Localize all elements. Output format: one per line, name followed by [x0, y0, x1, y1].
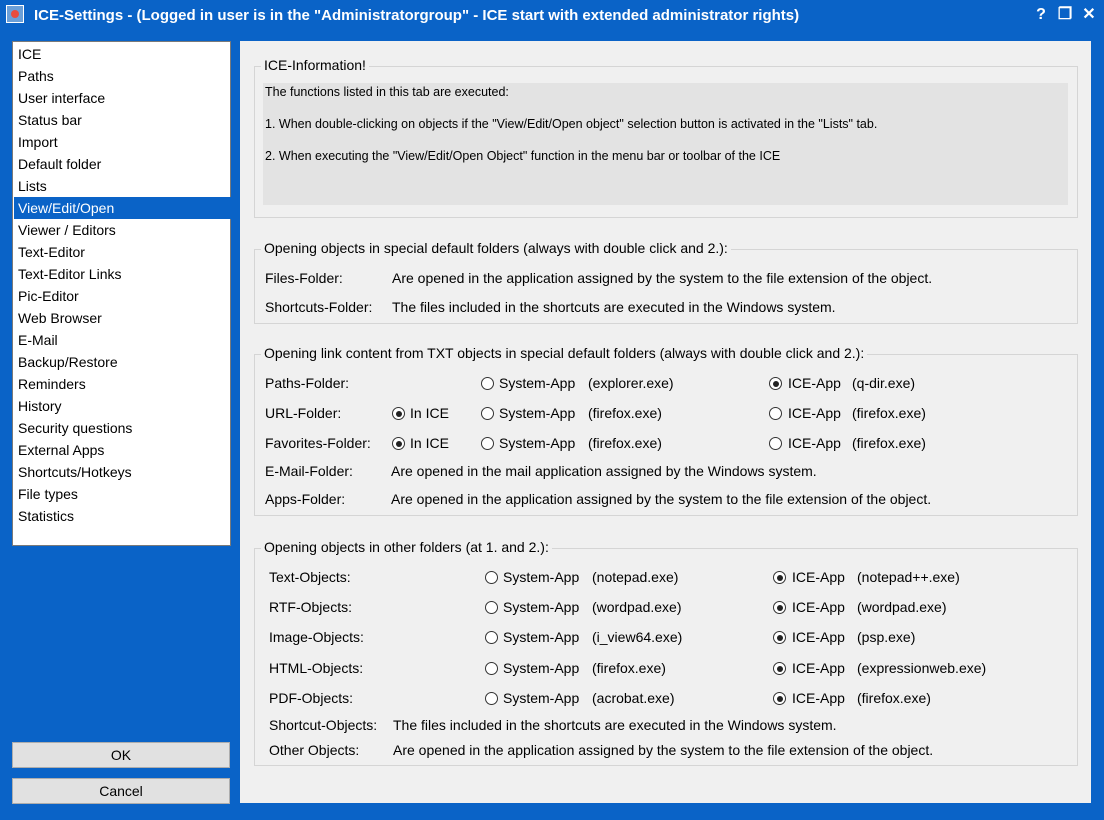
folder-description: The files included in the shortcuts are executed in the Windows system.: [392, 299, 836, 315]
system-app-radio[interactable]: [481, 377, 494, 390]
system-app-radio[interactable]: [481, 407, 494, 420]
folder-label: Apps-Folder:: [265, 491, 346, 507]
in-ice-label: In ICE: [410, 435, 449, 451]
system-app-label: System-App: [499, 435, 576, 451]
ice-app-radio[interactable]: [773, 601, 786, 614]
settings-category-list[interactable]: [12, 41, 231, 546]
link-content-title: Opening link content from TXT objects in special default folders (always with double click and 2.):: [261, 345, 867, 361]
ice-app-label: ICE-App: [792, 660, 845, 676]
system-app-radio[interactable]: [485, 662, 498, 675]
ice-app-label: ICE-App: [792, 599, 845, 615]
close-button[interactable]: ✕: [1082, 6, 1096, 23]
sidebar-item[interactable]: ICE: [18, 46, 42, 62]
ice-app-radio[interactable]: [773, 631, 786, 644]
info-line-1: The functions listed in this tab are executed:: [265, 85, 509, 99]
sidebar-item[interactable]: Default folder: [18, 156, 102, 172]
sidebar-item[interactable]: Reminders: [18, 376, 86, 392]
object-type-label: Text-Objects:: [269, 569, 351, 585]
sidebar-item[interactable]: Shortcuts/Hotkeys: [18, 464, 132, 480]
ok-button[interactable]: OK: [12, 742, 230, 768]
ice-app-exe: (expressionweb.exe): [857, 660, 987, 676]
sidebar-item[interactable]: Text-Editor: [18, 244, 85, 260]
system-app-radio[interactable]: [485, 571, 498, 584]
ice-app-radio[interactable]: [769, 407, 782, 420]
ice-app-label: ICE-App: [788, 375, 841, 391]
title-bar: [0, 0, 1104, 31]
ice-app-radio[interactable]: [773, 692, 786, 705]
sidebar-item[interactable]: File types: [18, 486, 78, 502]
ice-app-radio[interactable]: [769, 377, 782, 390]
folder-description: Are opened in the mail application assigned by the Windows system.: [391, 463, 817, 479]
system-app-exe: (firefox.exe): [588, 435, 662, 451]
folder-label: Paths-Folder:: [265, 375, 350, 391]
help-button[interactable]: ?: [1036, 6, 1046, 23]
ice-app-exe: (psp.exe): [857, 629, 916, 645]
sidebar-item[interactable]: Web Browser: [18, 310, 102, 326]
folder-description: Are opened in the application assigned by the system to the file extension of the object.: [392, 270, 933, 286]
system-app-exe: (acrobat.exe): [592, 690, 675, 706]
system-app-label: System-App: [503, 660, 580, 676]
object-type-label: HTML-Objects:: [269, 660, 364, 676]
system-app-label: System-App: [503, 569, 580, 585]
in-ice-radio[interactable]: [392, 407, 405, 420]
in-ice-label: In ICE: [410, 405, 449, 421]
app-icon: [6, 5, 24, 23]
special-default-group: [254, 240, 1078, 324]
sidebar-item[interactable]: E-Mail: [18, 332, 58, 348]
window-title: ICE-Settings - (Logged in user is in the "Administratorgroup" - ICE start with extended administrator rights): [34, 7, 800, 24]
sidebar-item[interactable]: Lists: [18, 178, 47, 194]
system-app-exe: (firefox.exe): [592, 660, 666, 676]
ice-app-exe: (wordpad.exe): [857, 599, 947, 615]
info-group: [254, 57, 1078, 218]
system-app-exe: (i_view64.exe): [592, 629, 683, 645]
ice-app-label: ICE-App: [792, 629, 845, 645]
info-line-2: 1. When double-clicking on objects if the "View/Edit/Open object" selection button is activated in the "Lists" tab.: [265, 117, 878, 131]
folder-label: Shortcuts-Folder:: [265, 299, 373, 315]
other-folders-title: Opening objects in other folders (at 1. and 2.):: [261, 539, 552, 555]
system-app-label: System-App: [499, 405, 576, 421]
object-type-label: RTF-Objects:: [269, 599, 352, 615]
restore-button[interactable]: ❐: [1057, 6, 1073, 23]
sidebar-item[interactable]: Security questions: [18, 420, 133, 436]
system-app-label: System-App: [503, 629, 580, 645]
folder-label: Favorites-Folder:: [265, 435, 371, 451]
sidebar-item[interactable]: Viewer / Editors: [18, 222, 116, 238]
sidebar-item[interactable]: External Apps: [18, 442, 105, 458]
other-folders-group: [254, 539, 1078, 766]
special-default-title: Opening objects in special default folders (always with double click and 2.):: [261, 240, 731, 256]
info-box: [263, 83, 1068, 205]
system-app-label: System-App: [499, 375, 576, 391]
object-description: The files included in the shortcuts are executed in the Windows system.: [393, 717, 837, 733]
ice-app-exe: (firefox.exe): [852, 405, 926, 421]
sidebar-item[interactable]: View/Edit/Open: [14, 197, 231, 219]
ice-app-label: ICE-App: [792, 569, 845, 585]
folder-label: URL-Folder:: [265, 405, 342, 421]
object-type-label: Image-Objects:: [269, 629, 364, 645]
ice-app-label: ICE-App: [788, 435, 841, 451]
system-app-radio[interactable]: [485, 692, 498, 705]
system-app-label: System-App: [503, 690, 580, 706]
sidebar-item[interactable]: Backup/Restore: [18, 354, 118, 370]
ice-app-radio[interactable]: [773, 571, 786, 584]
sidebar-item[interactable]: Import: [18, 134, 58, 150]
system-app-exe: (firefox.exe): [588, 405, 662, 421]
ice-app-radio[interactable]: [773, 662, 786, 675]
folder-label: Files-Folder:: [265, 270, 343, 286]
system-app-exe: (explorer.exe): [588, 375, 674, 391]
sidebar-item[interactable]: Text-Editor Links: [18, 266, 122, 282]
sidebar-item[interactable]: History: [18, 398, 62, 414]
object-type-label: PDF-Objects:: [269, 690, 354, 706]
ice-app-exe: (notepad++.exe): [857, 569, 960, 585]
sidebar-item[interactable]: Status bar: [18, 112, 82, 128]
folder-label: E-Mail-Folder:: [265, 463, 353, 479]
system-app-radio[interactable]: [485, 601, 498, 614]
ice-app-label: ICE-App: [792, 690, 845, 706]
system-app-radio[interactable]: [481, 437, 494, 450]
link-content-group: [254, 345, 1078, 516]
ice-app-exe: (firefox.exe): [857, 690, 931, 706]
settings-panel: [240, 41, 1091, 803]
object-description: Are opened in the application assigned by the system to the file extension of the object.: [393, 742, 934, 758]
folder-description: Are opened in the application assigned by the system to the file extension of the object.: [391, 491, 932, 507]
ice-app-label: ICE-App: [788, 405, 841, 421]
sidebar-item[interactable]: User interface: [18, 90, 106, 106]
object-type-label: Shortcut-Objects:: [269, 717, 378, 733]
system-app-exe: (notepad.exe): [592, 569, 679, 585]
info-group-title: ICE-Information!: [261, 57, 369, 73]
ice-app-radio[interactable]: [769, 437, 782, 450]
ice-app-exe: (q-dir.exe): [852, 375, 916, 391]
ice-app-exe: (firefox.exe): [852, 435, 926, 451]
sidebar-item[interactable]: Statistics: [18, 508, 75, 524]
in-ice-radio[interactable]: [392, 437, 405, 450]
sidebar-item[interactable]: Paths: [18, 68, 54, 84]
cancel-button[interactable]: Cancel: [12, 778, 230, 804]
sidebar-item[interactable]: Pic-Editor: [18, 288, 79, 304]
system-app-radio[interactable]: [485, 631, 498, 644]
info-line-3: 2. When executing the "View/Edit/Open Object" function in the menu bar or toolbar of the ICE: [265, 149, 781, 163]
system-app-label: System-App: [503, 599, 580, 615]
object-type-label: Other Objects:: [269, 742, 360, 758]
system-app-exe: (wordpad.exe): [592, 599, 682, 615]
